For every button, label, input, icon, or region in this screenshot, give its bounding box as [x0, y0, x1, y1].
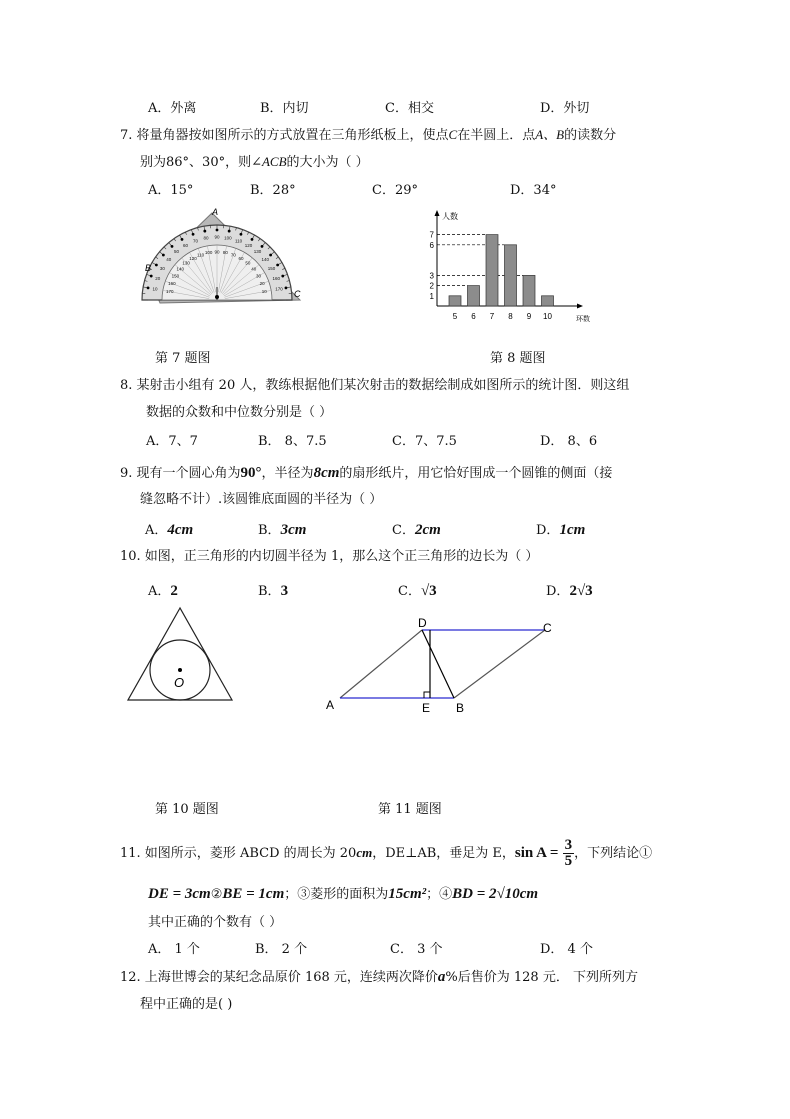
protractor-inner-label: 60	[238, 255, 244, 261]
q10-option-d: D．2√3	[546, 583, 593, 599]
q8-line1: 8. 某射击小组有 20 人，教练根据他们某次射击的数据绘制成如图所示的统计图．则这组	[120, 378, 630, 393]
label-a: A	[212, 207, 219, 217]
segment-db	[422, 630, 454, 698]
q6-option-c: C．相交	[385, 101, 434, 116]
x-tick-label: 9	[526, 312, 532, 321]
q7-figure-caption: 第 7 题图	[155, 351, 211, 366]
protractor-outer-label: 150	[267, 266, 276, 271]
q7-option-a: A．15°	[148, 183, 194, 198]
q7-line2: 别为86°、30°，则∠ACB的大小为（ ）	[140, 154, 369, 170]
protractor-outer-label: 80	[203, 235, 209, 241]
q9-option-c: C．2cm	[392, 522, 441, 538]
y-tick-label: 2	[429, 281, 434, 291]
q7-protractor-figure	[140, 205, 310, 307]
bar-7	[486, 235, 498, 306]
q11-rhombus-figure	[318, 612, 568, 722]
protractor-outer-label: 120	[244, 242, 253, 248]
y-tick-label: 1	[429, 291, 434, 301]
label-a: A	[326, 698, 335, 712]
protractor-outer-label: 90	[214, 234, 220, 240]
q7-line1: 7. 将量角器按如图所示的方式放置在三角形纸板上，使点C在半圆上．点A、B的读数分	[120, 127, 617, 143]
protractor-outer-label: 40	[166, 257, 172, 263]
q11-option-b: B． 2 个	[255, 942, 308, 957]
q6-option-a: A．外离	[148, 101, 197, 116]
side-ad	[340, 630, 422, 698]
q8-figure-caption: 第 8 题图	[490, 351, 546, 366]
center-dot	[178, 668, 182, 672]
label-c: C	[543, 621, 552, 635]
fraction-3-5: $\frac{3}{5}$	[564, 837, 573, 869]
protractor-inner-label: 70	[230, 252, 236, 258]
x-tick-label: 10	[543, 312, 552, 321]
q8-option-d: D． 8、6	[540, 434, 598, 449]
q9-option-b: B．3cm	[258, 522, 307, 538]
q11-line3: 其中正确的个数有（ ）	[148, 915, 283, 930]
right-angle-mark	[424, 692, 430, 698]
protractor-inner-label: 100	[204, 250, 213, 256]
q8-option-c: C．7、7.5	[392, 434, 457, 449]
q10-figure-caption: 第 10 题图	[155, 802, 219, 817]
q6-option-b: B．内切	[260, 101, 309, 116]
protractor-outer-label: 70	[192, 238, 198, 244]
bar-5	[449, 296, 461, 306]
q10-option-b: B．3	[258, 583, 289, 599]
q11-option-d: D． 4 个	[540, 942, 593, 957]
q10-option-a: A．2	[148, 583, 178, 599]
label-b: B	[456, 701, 465, 715]
x-tick-label: 5	[452, 312, 458, 321]
protractor-outer-label: 130	[253, 249, 262, 255]
x-tick-label: 6	[471, 312, 476, 321]
protractor-inner-label: 50	[245, 260, 251, 266]
protractor-inner-label: 40	[251, 266, 257, 272]
protractor-inner-label: 110	[196, 252, 205, 258]
protractor-inner-label: 90	[214, 249, 220, 255]
q9-line2: 缝忽略不计）.该圆锥底面圆的半径为（ ）	[140, 492, 383, 507]
bar-9	[523, 275, 535, 306]
q7-option-b: B．28°	[250, 183, 296, 198]
protractor-outer-label: 170	[275, 286, 283, 292]
y-axis-label: 人数	[442, 212, 458, 221]
q9-option-d: D．1cm	[536, 522, 586, 538]
q11-line2: DE = 3cm②BE = 1cm；③菱形的面积为15cm²；④BD = 2√10cm	[148, 886, 539, 902]
protractor-outer-label: 20	[155, 275, 161, 281]
protractor-inner-label: 30	[256, 273, 262, 279]
q12-line2: 程中正确的是( )	[140, 997, 233, 1012]
q7-option-d: D．34°	[510, 183, 557, 198]
label-c: C	[294, 289, 301, 299]
protractor-inner-label: 10	[261, 289, 267, 295]
y-tick-label: 6	[429, 240, 434, 250]
q9-line1: 9. 现有一个圆心角为90°，半径为8cm的扇形纸片，用它恰好围成一个圆锥的侧面（接	[120, 465, 613, 481]
label-d: D	[418, 616, 427, 630]
q10-triangle-figure	[120, 604, 240, 714]
q8-option-a: A．7、7	[146, 434, 198, 449]
q11-figure-caption: 第 11 题图	[378, 802, 442, 817]
label-o: O	[174, 675, 185, 690]
q11-line1: 11. 如图所示，菱形 ABCD 的周长为 20cm，DE⊥AB，垂足为 E，sin A = $\frac{3}{5}$ ，下列结论①	[120, 837, 653, 869]
x-tick-label: 7	[489, 312, 495, 321]
protractor-inner-label: 140	[176, 266, 184, 272]
y-tick-label: 7	[429, 230, 434, 240]
side-bc	[454, 630, 545, 698]
protractor-outer-label: 60	[182, 242, 189, 248]
q8-line2: 数据的众数和中位数分别是（ ）	[146, 405, 333, 420]
bar-6	[468, 286, 480, 306]
y-tick-label: 3	[429, 271, 434, 281]
protractor-outer-label: 110	[234, 238, 243, 244]
protractor-outer-label: 100	[224, 235, 232, 241]
protractor-center-dot	[215, 295, 219, 299]
protractor-inner-label: 80	[222, 250, 228, 256]
label-e: E	[422, 701, 431, 715]
q6-option-d: D．外切	[540, 101, 590, 116]
protractor-outer-label: 50	[173, 249, 180, 255]
q8-bar-chart	[425, 208, 605, 328]
q12-line1: 12. 上海世博会的某纪念品原价 168 元，连续两次降价a%后售价为 128 元． 下列所列方	[120, 969, 638, 985]
protractor-outer-label: 10	[152, 286, 158, 292]
protractor-outer-label: 160	[272, 275, 280, 281]
x-tick-label: 8	[508, 312, 513, 321]
protractor-inner-label: 130	[182, 260, 190, 266]
protractor-inner-label: 150	[171, 273, 180, 279]
label-b: B	[145, 263, 152, 273]
q7-option-c: C．29°	[372, 183, 418, 198]
protractor-inner-label: 120	[189, 255, 197, 261]
q10-option-c: C．√3	[398, 583, 437, 599]
bar-8	[505, 245, 517, 306]
protractor-outer-label: 140	[261, 257, 270, 263]
protractor-outer-label: 30	[159, 266, 165, 271]
q11-option-c: C． 3 个	[390, 942, 443, 957]
q9-option-a: A．4cm	[145, 522, 194, 538]
x-axis-label: 环数	[576, 316, 590, 323]
q11-option-a: A． 1 个	[148, 942, 200, 957]
bar-10	[542, 296, 554, 306]
protractor-inner-label: 160	[168, 281, 176, 287]
protractor-inner-label: 170	[165, 289, 174, 295]
protractor-inner-label: 20	[259, 281, 265, 287]
q10-line: 10. 如图，正三角形的内切圆半径为 1，那么这个正三角形的边长为（ ）	[120, 549, 539, 564]
q8-option-b: B． 8、7.5	[258, 434, 327, 449]
